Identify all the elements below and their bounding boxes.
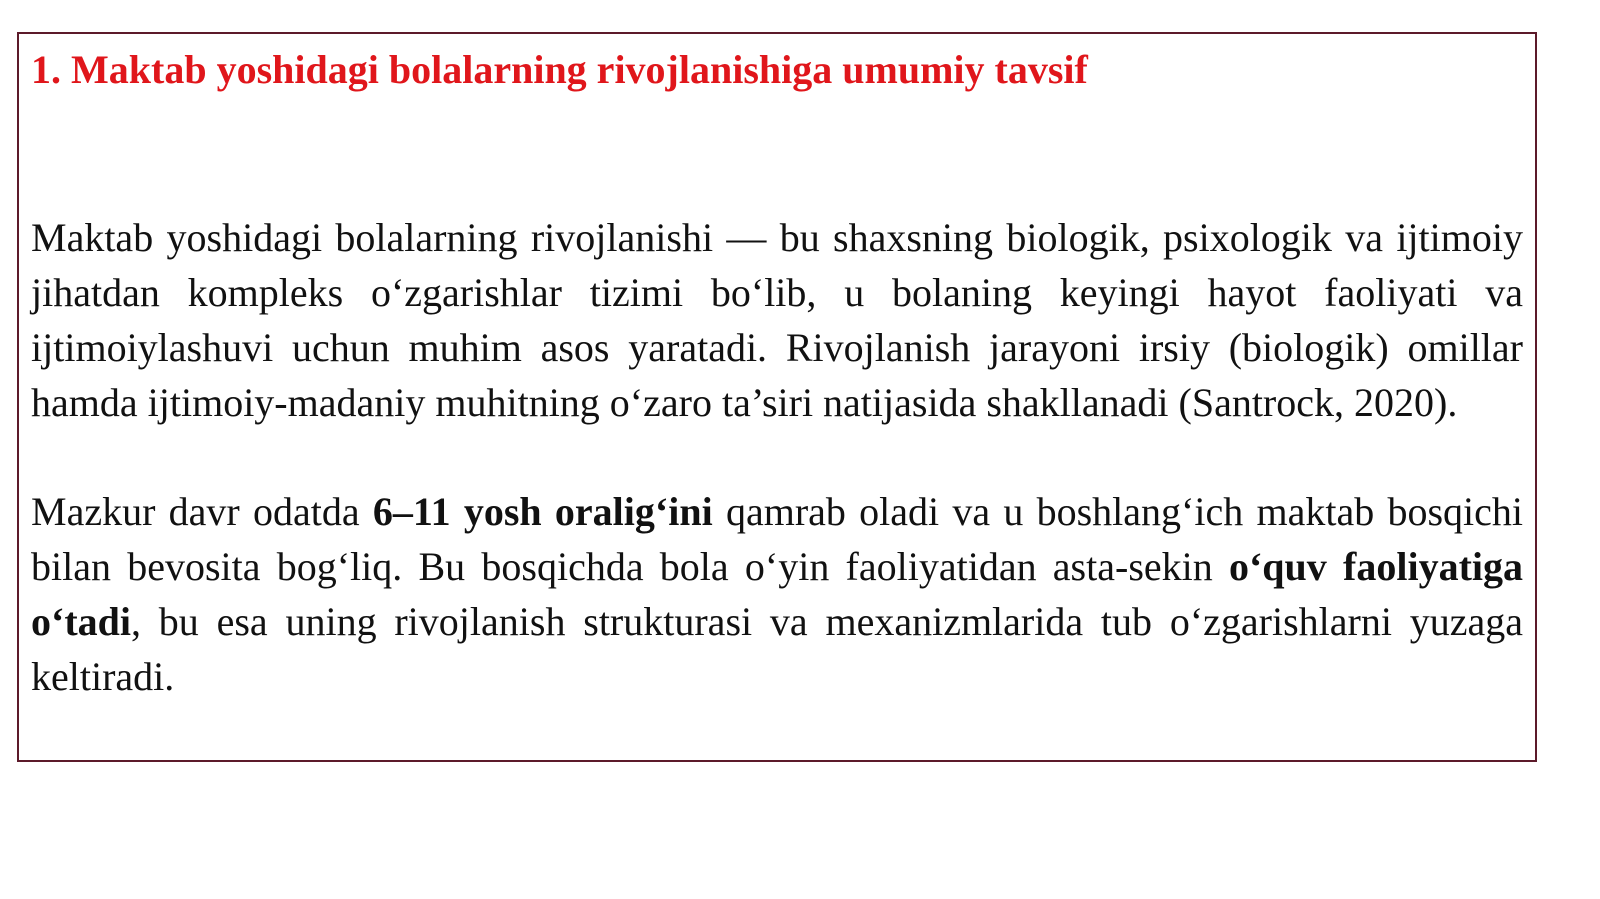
paragraph-text-segment: Mazkur davr odatda bbox=[31, 489, 373, 534]
paragraph-text-segment: , bu esa uning rivojlanish strukturasi va mexanizmlarida tub o‘zgarishlarni yuzaga keltiradi. bbox=[31, 599, 1523, 699]
age-range-emphasis: 6–11 yosh oralig‘ini bbox=[372, 489, 713, 534]
learning-activity-emphasis: o‘quv faoliyatiga o‘tadi bbox=[31, 544, 1523, 644]
paragraph-text-segment: qamrab oladi va u boshlang‘ich maktab bosqichi bilan bevosita bog‘liq. Bu bosqichda bola o‘yin faoliyatidan asta-sekin bbox=[31, 489, 1523, 589]
paragraph-development-definition: Maktab yoshidagi bolalarning rivojlanishi — bu shaxsning biologik, psixologik va ijtimoiy jihatdan kompleks o‘zgarishlar tizimi bo‘lib, u bolaning keyingi hayot faoliyati va ijtimoiylashuvi uchun muhim asos yaratadi. Rivojlanish jarayoni irsiy (biologik) omillar hamda ijtimoiy-madaniy muhitning o‘zaro ta’siri natijasida shakllanadi (Santrock, 2020). bbox=[31, 215, 1523, 425]
paragraph-age-period bbox=[31, 484, 1523, 704]
content-frame bbox=[17, 32, 1537, 762]
section-title: 1. Maktab yoshidagi bolalarning rivojlanishiga umumiy tavsif bbox=[31, 47, 1088, 92]
